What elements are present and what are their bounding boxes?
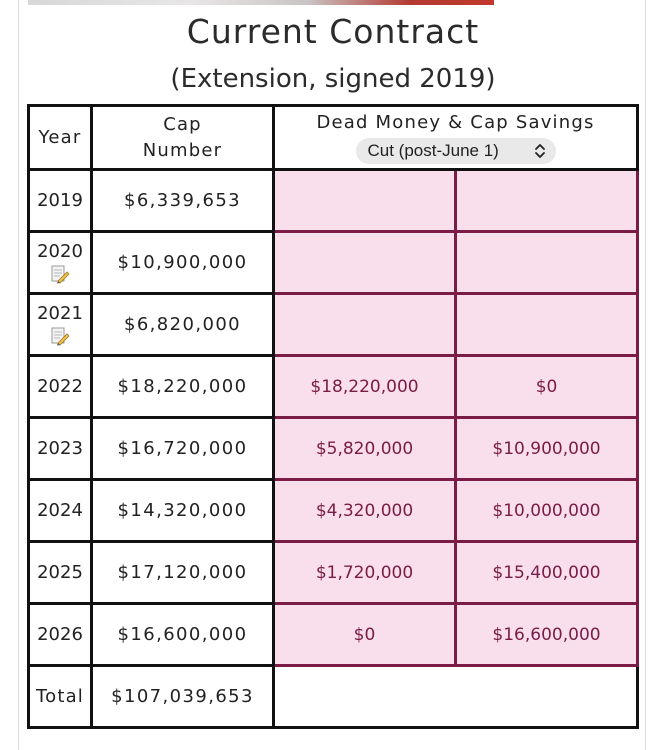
header-dead-money-label: Dead Money & Cap Savings [316, 111, 595, 133]
cap-savings-cell: $10,900,000 [456, 418, 638, 480]
header-cap-number [92, 106, 274, 170]
dead-money-cell: $18,220,000 [274, 356, 456, 418]
year-label: 2026 [37, 624, 83, 645]
table-row [29, 170, 638, 232]
year-label: 2025 [37, 562, 83, 583]
year-label: 2020 [37, 241, 83, 262]
year-cell [29, 604, 92, 666]
cap-savings-cell [456, 170, 638, 232]
header-year: Year [29, 106, 92, 170]
year-label: 2022 [37, 376, 83, 397]
dead-money-cell: $5,820,000 [274, 418, 456, 480]
dead-money-cell: $0 [274, 604, 456, 666]
cap-number-cell: $10,900,000 [92, 232, 274, 294]
page-title: Current Contract [186, 12, 480, 51]
cap-savings-cell: $10,000,000 [456, 480, 638, 542]
chevron-up-down-icon [534, 143, 546, 159]
dead-money-cell [274, 232, 456, 294]
dead-money-cell: $1,720,000 [274, 542, 456, 604]
dead-money-cell [274, 170, 456, 232]
year-cell [29, 418, 92, 480]
cap-savings-cell: $15,400,000 [456, 542, 638, 604]
year-label: 2023 [37, 438, 83, 459]
dead-money-cell: $4,320,000 [274, 480, 456, 542]
scenario-select[interactable] [356, 138, 556, 164]
table-row [29, 480, 638, 542]
total-empty-cell [274, 666, 638, 728]
table-row [29, 294, 638, 356]
cap-savings-cell [456, 294, 638, 356]
year-cell [29, 480, 92, 542]
year-cell [29, 542, 92, 604]
table-row [29, 542, 638, 604]
year-label: 2019 [37, 190, 83, 211]
page-subtitle: (Extension, signed 2019) [170, 64, 496, 94]
total-label: Total [29, 666, 92, 728]
year-label: 2021 [37, 303, 83, 324]
table-row [29, 418, 638, 480]
contract-table [27, 104, 639, 729]
cap-savings-cell: $0 [456, 356, 638, 418]
cap-number-cell: $16,600,000 [92, 604, 274, 666]
total-row [29, 666, 638, 728]
cap-number-cell: $18,220,000 [92, 356, 274, 418]
table-row [29, 232, 638, 294]
cap-number-cell: $16,720,000 [92, 418, 274, 480]
cap-savings-cell [456, 232, 638, 294]
note-icon[interactable] [50, 264, 70, 284]
cap-number-cell: $17,120,000 [92, 542, 274, 604]
total-cap-number: $107,039,653 [92, 666, 274, 728]
note-icon[interactable] [50, 326, 70, 346]
player-photo [28, 0, 494, 5]
header-cap-number-line2: Number [142, 139, 223, 161]
header-cap-number-line1: Cap [163, 113, 202, 135]
cap-savings-cell: $16,600,000 [456, 604, 638, 666]
cap-number-cell: $14,320,000 [92, 480, 274, 542]
dead-money-cell [274, 294, 456, 356]
cap-number-cell: $6,339,653 [92, 170, 274, 232]
year-cell [29, 232, 92, 294]
year-cell [29, 294, 92, 356]
table-row [29, 604, 638, 666]
year-cell [29, 356, 92, 418]
table-row [29, 356, 638, 418]
cap-number-cell: $6,820,000 [92, 294, 274, 356]
year-cell [29, 170, 92, 232]
table-header-row [29, 106, 638, 170]
scenario-select-value: Cut (post-June 1) [367, 140, 499, 160]
header-dead-money-cap-savings [274, 106, 638, 170]
year-label: 2024 [37, 500, 83, 521]
